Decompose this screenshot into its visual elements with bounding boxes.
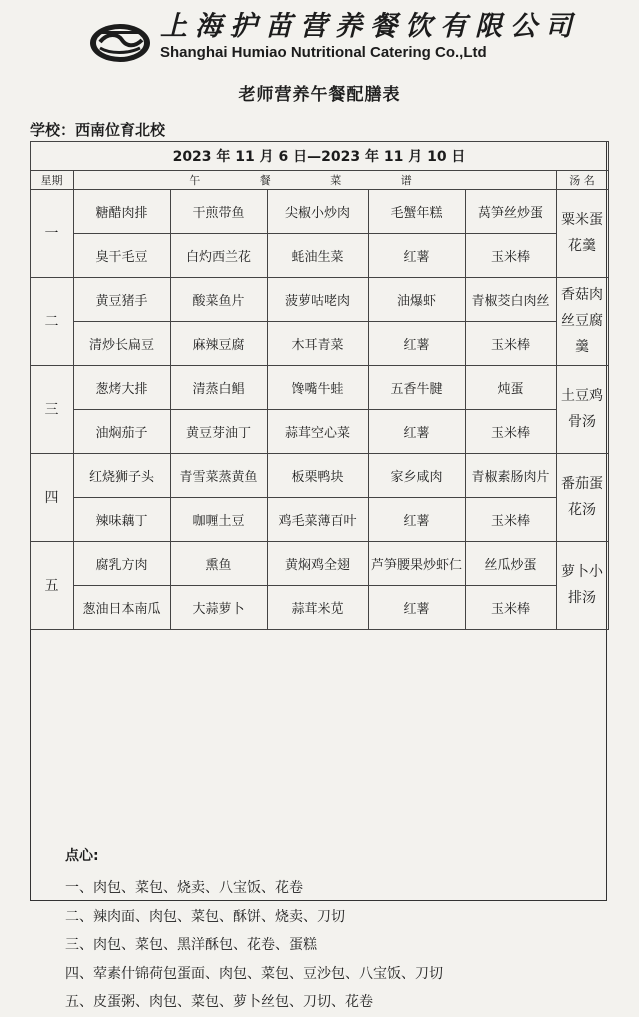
dish-cell: 酸菜鱼片 xyxy=(170,277,267,321)
snack-line: 三、肉包、菜包、黑洋酥包、花卷、蛋糕 xyxy=(65,937,317,953)
date-range: 2023 年 11 月 6 日—2023 年 11 月 10 日 xyxy=(30,141,608,170)
dish-cell: 臭干毛豆 xyxy=(73,233,170,277)
humiao-logo-icon xyxy=(88,22,152,64)
dish-cell: 芦笋腰果炒虾仁 xyxy=(368,541,465,585)
dish-cell: 木耳青菜 xyxy=(267,321,368,365)
dish-cell: 蒜茸空心菜 xyxy=(267,409,368,453)
dish-cell: 红薯 xyxy=(368,321,465,365)
dish-cell: 尖椒小炒肉 xyxy=(267,189,368,233)
snacks-list xyxy=(65,874,625,1017)
dish-cell: 腐乳方肉 xyxy=(73,541,170,585)
dish-cell: 鸡毛菜薄百叶 xyxy=(267,497,368,541)
dish-cell: 炖蛋 xyxy=(465,365,556,409)
menu-row xyxy=(30,541,608,585)
menu-sheet xyxy=(30,141,607,1010)
soup-cell: 番茄蛋花汤 xyxy=(556,453,608,541)
dish-cell: 葱烤大排 xyxy=(73,365,170,409)
dish-cell: 莴笋丝炒蛋 xyxy=(465,189,556,233)
dish-cell: 丝瓜炒蛋 xyxy=(465,541,556,585)
weekday-cell: 四 xyxy=(30,453,73,541)
dish-cell: 玉米棒 xyxy=(465,233,556,277)
document-title: 老师营养午餐配膳表 xyxy=(238,85,401,105)
menu-row xyxy=(30,409,608,453)
dish-cell: 红烧狮子头 xyxy=(73,453,170,497)
dish-cell: 蚝油生菜 xyxy=(267,233,368,277)
dish-cell: 黄焖鸡全翅 xyxy=(267,541,368,585)
dish-cell: 红薯 xyxy=(368,409,465,453)
dish-cell: 黄豆芽油丁 xyxy=(170,409,267,453)
dish-cell: 玉米棒 xyxy=(465,321,556,365)
dish-cell: 红薯 xyxy=(368,585,465,629)
dish-cell: 玉米棒 xyxy=(465,409,556,453)
snack-line: 四、荤素什锦荷包蛋面、肉包、菜包、豆沙包、八宝饭、刀切 xyxy=(65,965,443,982)
school-label: 学校：西南位育北校 xyxy=(30,121,166,139)
dish-cell: 清蒸白鲳 xyxy=(170,365,267,409)
dish-cell: 青椒茭白肉丝 xyxy=(465,277,556,321)
snack-line: 二、辣肉面、肉包、菜包、酥饼、烧卖、刀切 xyxy=(65,908,345,925)
dish-cell: 熏鱼 xyxy=(170,541,267,585)
menu-row xyxy=(30,277,608,321)
soup-cell: 粟米蛋花羹 xyxy=(556,189,608,277)
dish-cell: 青椒素肠肉片 xyxy=(465,453,556,497)
menu-row xyxy=(30,189,608,233)
weekday-cell: 一 xyxy=(30,189,73,277)
dish-cell: 辣味藕丁 xyxy=(73,497,170,541)
dish-cell: 毛蟹年糕 xyxy=(368,189,465,233)
soup-cell: 萝卜小排汤 xyxy=(556,541,608,629)
menu-row xyxy=(30,585,608,629)
dish-cell: 油爆虾 xyxy=(368,277,465,321)
dish-cell: 蒜茸米苋 xyxy=(267,585,368,629)
dish-cell: 糖醋肉排 xyxy=(73,189,170,233)
dish-cell: 油焖茄子 xyxy=(73,409,170,453)
snacks-section xyxy=(65,845,625,1017)
col-header-menu: 午 餐 菜 谱 xyxy=(73,170,556,189)
soup-cell: 土豆鸡骨汤 xyxy=(556,365,608,453)
snack-line: 一、肉包、菜包、烧卖、八宝饭、花卷 xyxy=(65,880,303,896)
dish-cell: 咖喱土豆 xyxy=(170,497,267,541)
menu-table xyxy=(30,141,609,630)
company-name-en: Shanghai Humiao Nutritional Catering Co.,Ltd xyxy=(160,44,487,61)
menu-row xyxy=(30,233,608,277)
dish-cell: 麻辣豆腐 xyxy=(170,321,267,365)
menu-row xyxy=(30,453,608,497)
dish-cell: 大蒜萝卜 xyxy=(170,585,267,629)
dish-cell: 白灼西兰花 xyxy=(170,233,267,277)
dish-cell: 干煎带鱼 xyxy=(170,189,267,233)
dish-cell: 清炒长扁豆 xyxy=(73,321,170,365)
dish-cell: 黄豆猪手 xyxy=(73,277,170,321)
dish-cell: 馋嘴牛蛙 xyxy=(267,365,368,409)
dish-cell: 五香牛腱 xyxy=(368,365,465,409)
weekday-cell: 二 xyxy=(30,277,73,365)
dish-cell: 板栗鸭块 xyxy=(267,453,368,497)
dish-cell: 葱油日本南瓜 xyxy=(73,585,170,629)
snacks-title: 点心: xyxy=(65,848,99,864)
company-header xyxy=(0,0,639,120)
menu-row xyxy=(30,365,608,409)
dish-cell: 玉米棒 xyxy=(465,585,556,629)
col-header-soup: 汤 名 xyxy=(556,170,608,189)
menu-row xyxy=(30,321,608,365)
soup-cell: 香菇肉丝豆腐羹 xyxy=(556,277,608,365)
snack-line: 五、皮蛋粥、肉包、菜包、萝卜丝包、刀切、花卷 xyxy=(65,994,373,1010)
menu-row xyxy=(30,497,608,541)
company-name-cn: 上海护苗营养餐饮有限公司 xyxy=(160,11,580,42)
dish-cell: 红薯 xyxy=(368,233,465,277)
weekday-cell: 五 xyxy=(30,541,73,629)
col-header-day: 星期 xyxy=(30,170,73,189)
dish-cell: 红薯 xyxy=(368,497,465,541)
dish-cell: 玉米棒 xyxy=(465,497,556,541)
dish-cell: 家乡咸肉 xyxy=(368,453,465,497)
weekday-cell: 三 xyxy=(30,365,73,453)
dish-cell: 菠萝咕咾肉 xyxy=(267,277,368,321)
dish-cell: 青雪菜蒸黄鱼 xyxy=(170,453,267,497)
